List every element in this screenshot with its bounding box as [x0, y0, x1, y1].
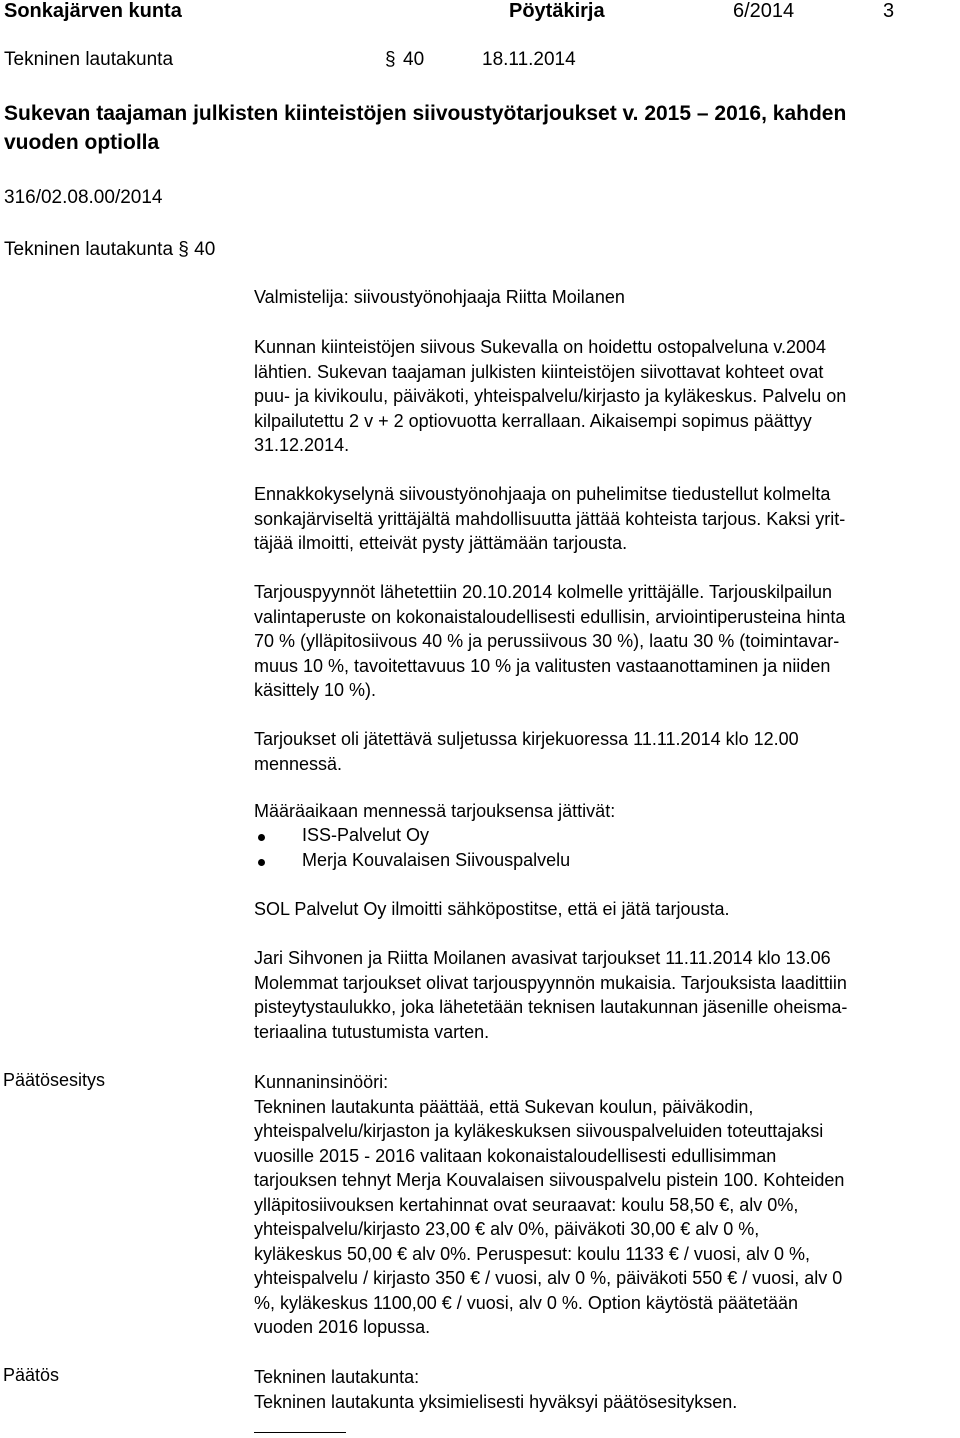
- text-line: täjää ilmoitti, etteivät pysty jättämään tarjousta.: [254, 533, 628, 553]
- committee-reference: Tekninen lautakunta § 40: [4, 239, 216, 260]
- text-line: lähtien. Sukevan taajaman julkisten kiinteistöjen siivottavat kohteet ovat: [254, 361, 824, 382]
- text-line: yhteispalvelu / kirjasto 350 € / vuosi, alv 0 %, päiväkoti 550 € / vuosi, alv 0: [254, 1268, 843, 1288]
- text-line: Tekninen lautakunta päättää, että Sukevan koulun, päiväkodin,: [254, 1096, 754, 1117]
- page-title-line-2: vuoden optiolla: [4, 131, 160, 154]
- text-line: 31.12.2014.: [254, 435, 350, 455]
- text-line: mennessä.: [254, 753, 343, 774]
- text-line: 70 % (ylläpitosiivous 40 % ja perussiivous 30 %), laatu 30 % (toimintavar-: [254, 631, 840, 651]
- section-number: 40: [403, 49, 425, 70]
- record-number: 316/02.08.00/2014: [4, 187, 163, 208]
- page-title-line-1: Sukevan taajaman julkisten kiinteistöjen siivoustyötarjoukset v. 2015 – 2016, kahden: [4, 102, 847, 125]
- preparer-line: Valmistelija: siivoustyönohjaaja Riitta Moilanen: [254, 287, 625, 307]
- text-line: kyläkeskus 50,00 € alv 0%. Peruspesut: koulu 1133 € / vuosi, alv 0 %,: [254, 1243, 810, 1264]
- paragraph-background: [254, 335, 954, 458]
- text-line: valintaperuste on kokonaistaloudellisesti edullisin, arviointiperusteina hinta: [254, 606, 846, 627]
- text-line: käsittely 10 %).: [254, 680, 377, 700]
- bullet-icon: [258, 859, 265, 866]
- text-line: tarjouksen tehnyt Merja Kouvalaisen siivouspalvelu pistein 100. Kohteiden: [254, 1170, 845, 1190]
- text-line: Molemmat tarjoukset olivat tarjouspyynnön mukaisia. Tarjouksista laadittiin: [254, 972, 847, 993]
- text-line: puu- ja kivikoulu, päiväkoti, yhteispalvelu/kirjasto ja kyläkeskus. Palvelu on: [254, 386, 847, 406]
- document-number: 6/2014: [733, 0, 795, 22]
- page-number: 3: [883, 0, 895, 22]
- section-symbol: §: [385, 49, 396, 70]
- text-line: Tarjouspyynnöt lähetettiin 20.10.2014 kolmelle yrittäjälle. Tarjouskilpailun: [254, 582, 833, 602]
- text-line: vuosille 2015 - 2016 valitaan kokonaistaloudellisesti edullisimman: [254, 1145, 777, 1166]
- text-line: %, kyläkeskus 1100,00 € / vuosi, alv 0 %. Option käytöstä päätetään: [254, 1292, 798, 1313]
- text-line: Tarjoukset oli jätettävä suljetussa kirjekuoressa 11.11.2014 klo 12.00: [254, 729, 799, 749]
- paragraph-criteria: [254, 580, 954, 703]
- organization-name: Sonkajärven kunta: [4, 0, 182, 22]
- text-line: kilpailutettu 2 v + 2 optiovuotta kerrallaan. Aikaisempi sopimus päättyy: [254, 410, 812, 431]
- decision-label: Päätös: [3, 1365, 60, 1385]
- proposal-label: Päätösesitys: [3, 1070, 106, 1090]
- document-type: Pöytäkirja: [509, 0, 605, 22]
- text-line: Ennakkokyselynä siivoustyönohjaaja on puhelimitse tiedustellut kolmelta: [254, 484, 831, 504]
- proposal-author: Kunnaninsinööri:: [254, 1072, 389, 1092]
- proposal-section: [254, 1070, 954, 1340]
- decision-author: Tekninen lautakunta:: [254, 1367, 420, 1387]
- bullet-icon: [258, 834, 265, 841]
- text-line: Kunnan kiinteistöjen siivous Sukevalla on hoidettu ostopalveluna v.2004: [254, 337, 827, 357]
- text-line: vuoden 2016 lopussa.: [254, 1317, 431, 1337]
- paragraph-deadline: [254, 727, 954, 776]
- text-line: ylläpitosiivouksen kertahinnat ovat seuraavat: koulu 58,50 €, alv 0%,: [254, 1194, 799, 1215]
- signature-rule: [254, 1432, 346, 1433]
- bidders-intro: Määräaikaan mennessä tarjouksensa jättivät:: [254, 801, 616, 821]
- meeting-date: 18.11.2014: [482, 49, 576, 70]
- bidder-item: Merja Kouvalaisen Siivouspalvelu: [302, 850, 571, 870]
- bidder-item: ISS-Palvelut Oy: [302, 825, 430, 845]
- paragraph-prequery: [254, 482, 954, 556]
- text-line: muus 10 %, tavoitettavuus 10 % ja valitusten vastaanottaminen ja niiden: [254, 655, 831, 676]
- text-line: yhteispalvelu/kirjasto 23,00 € alv 0%, päiväkoti 30,00 € alv 0 %,: [254, 1219, 760, 1239]
- text-line: yhteispalvelu/kirjaston ja kyläkeskuksen siivouspalveluiden toteuttajaksi: [254, 1121, 824, 1141]
- sol-note: SOL Palvelut Oy ilmoitti sähköpostitse, että ei jätä tarjousta.: [254, 899, 730, 919]
- text-line: sonkajärviseltä yrittäjältä mahdollisuutta jättää kohteista tarjous. Kaksi yrit-: [254, 508, 846, 529]
- text-line: pisteytystaulukko, joka lähetetään teknisen lautakunnan jäsenille oheisma-: [254, 997, 848, 1017]
- text-line: teriaalina tutustumista varten.: [254, 1021, 490, 1042]
- committee-name: Tekninen lautakunta: [4, 49, 174, 70]
- decision-text: Tekninen lautakunta yksimielisesti hyväksyi päätösesityksen.: [254, 1391, 738, 1412]
- paragraph-opening: [254, 946, 954, 1044]
- decision-section: [254, 1365, 954, 1414]
- text-line: Jari Sihvonen ja Riitta Moilanen avasivat tarjoukset 11.11.2014 klo 13.06: [254, 948, 831, 968]
